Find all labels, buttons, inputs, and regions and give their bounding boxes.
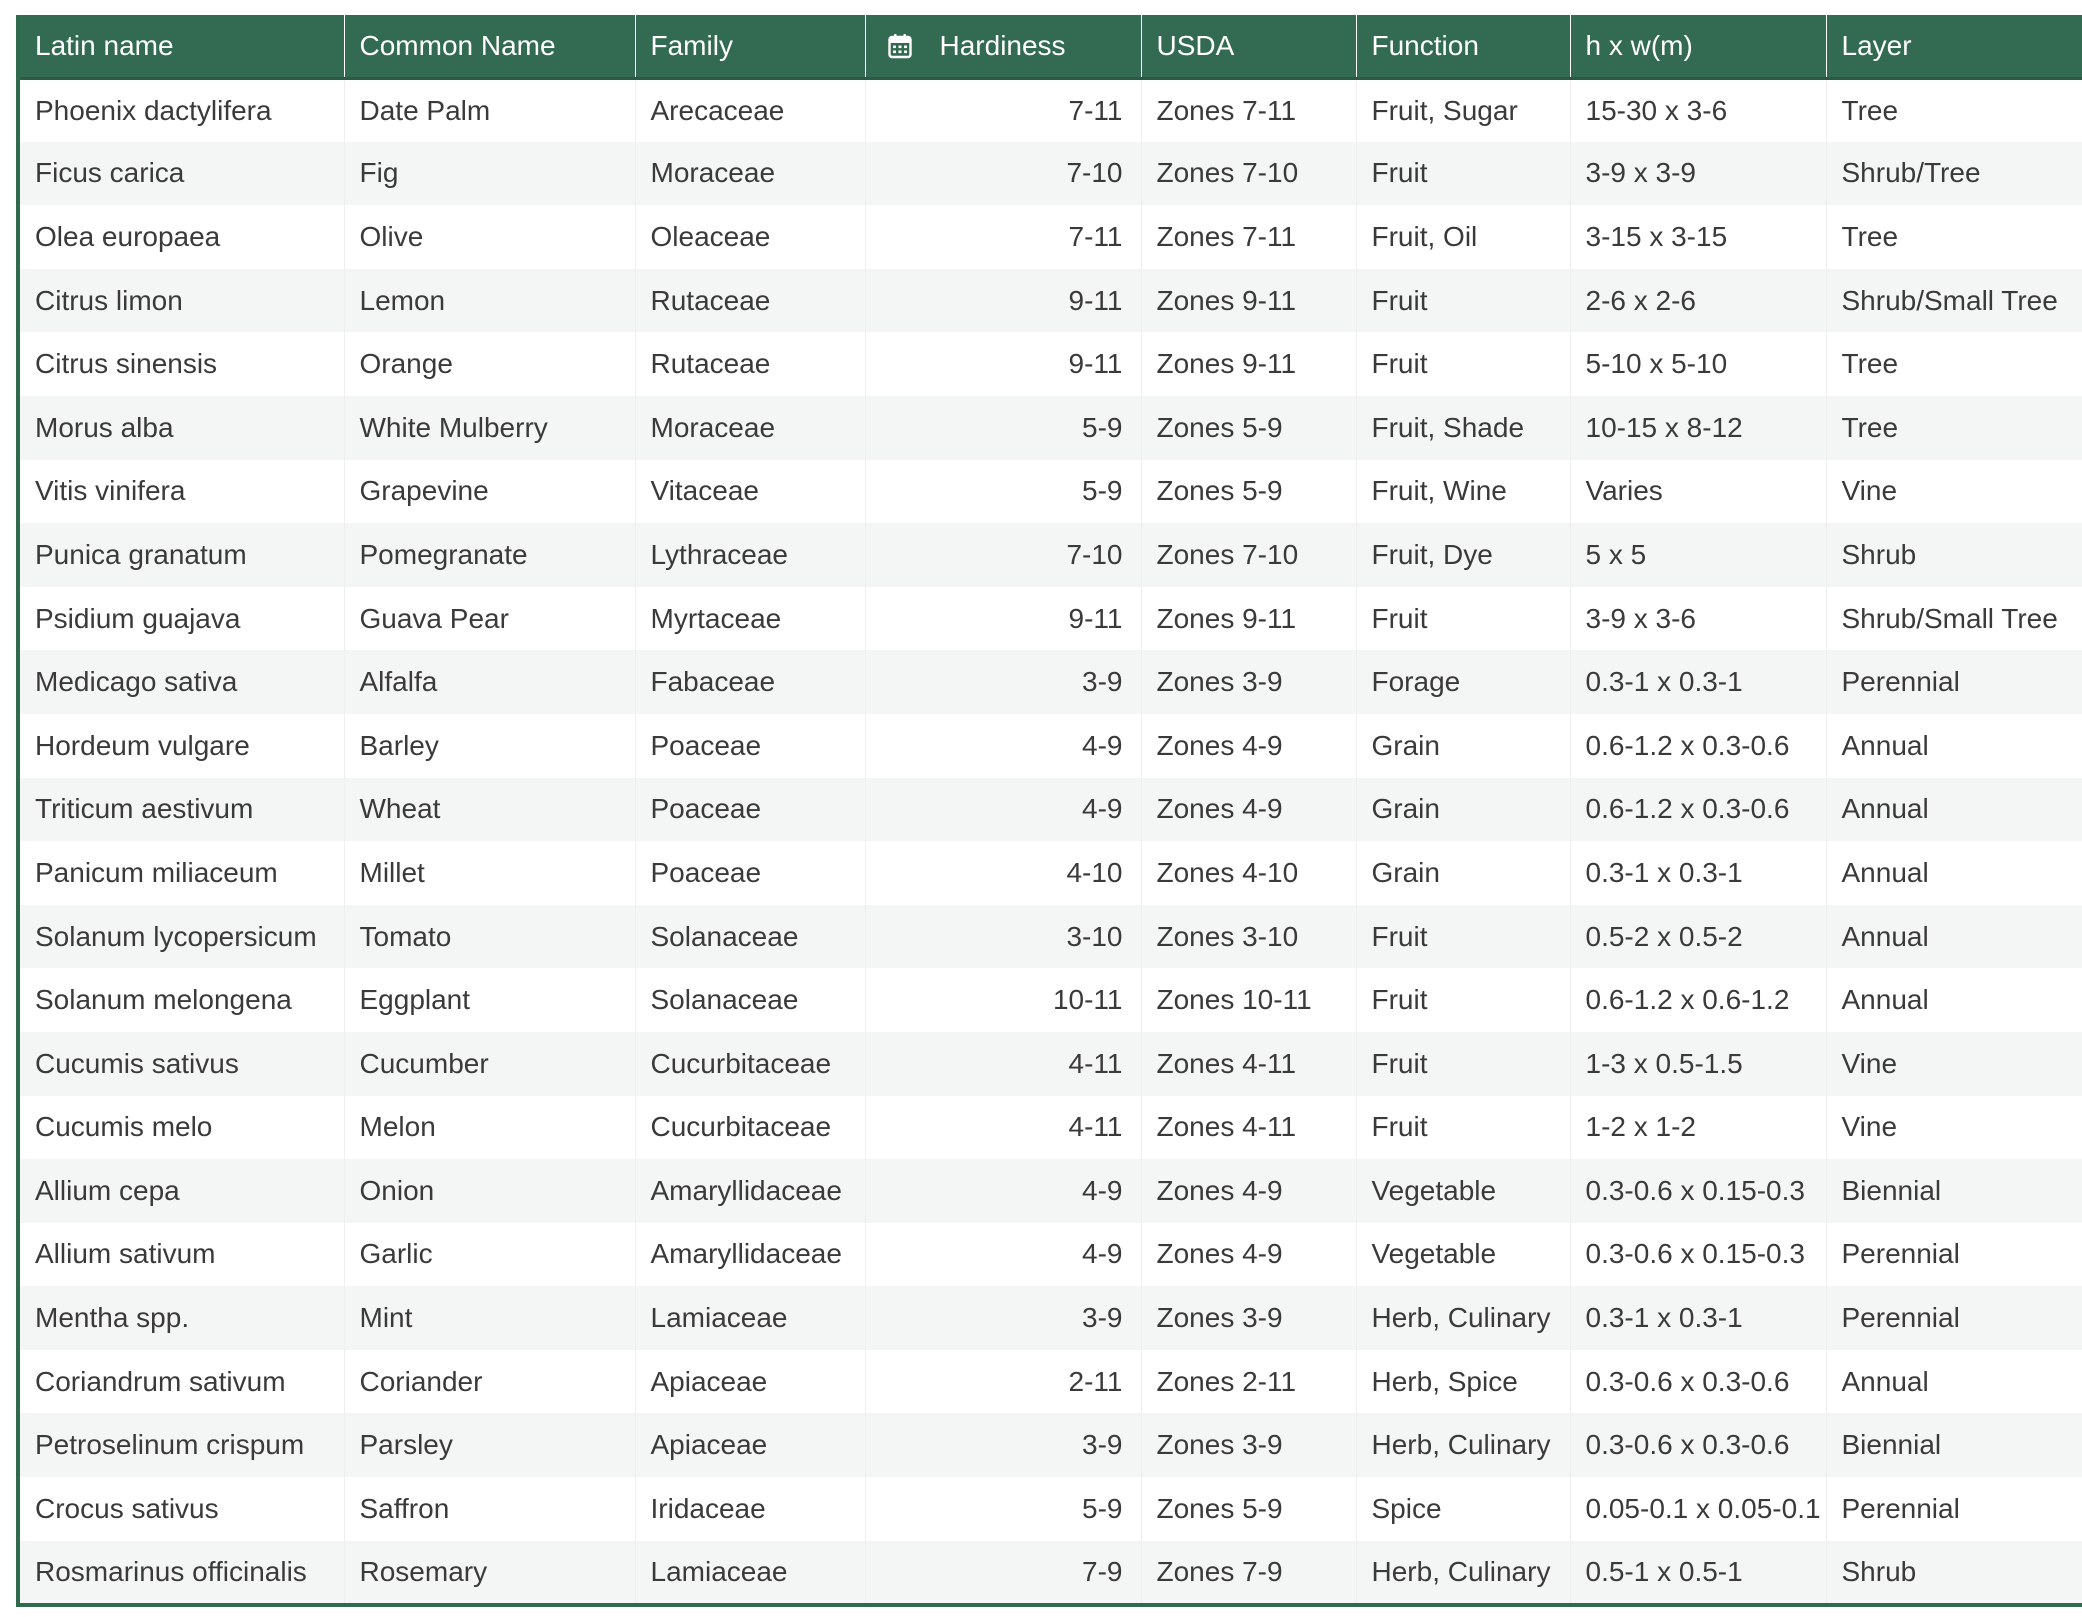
- cell-size: 3-9 x 3-6: [1570, 587, 1826, 651]
- cell-size: 1-2 x 1-2: [1570, 1096, 1826, 1160]
- cell-common-name: Guava Pear: [344, 587, 635, 651]
- cell-latin-name: Punica granatum: [20, 523, 344, 587]
- cell-usda: Zones 9-11: [1141, 332, 1356, 396]
- cell-layer: Annual: [1826, 714, 2082, 778]
- cell-size: 0.3-0.6 x 0.3-0.6: [1570, 1413, 1826, 1477]
- cell-common-name: Mint: [344, 1286, 635, 1350]
- cell-function: Fruit: [1356, 332, 1570, 396]
- cell-hardiness: 9-11: [865, 269, 1141, 333]
- cell-function: Fruit: [1356, 269, 1570, 333]
- cell-layer: Tree: [1826, 78, 2082, 142]
- cell-function: Fruit, Dye: [1356, 523, 1570, 587]
- cell-layer: Shrub/Tree: [1826, 142, 2082, 206]
- cell-usda: Zones 7-9: [1141, 1541, 1356, 1605]
- calendar-icon: [888, 33, 912, 59]
- cell-layer: Tree: [1826, 396, 2082, 460]
- plant-table: [20, 15, 2082, 1604]
- cell-layer: Vine: [1826, 460, 2082, 524]
- cell-size: 1-3 x 0.5-1.5: [1570, 1032, 1826, 1096]
- table-row[interactable]: [20, 714, 2082, 778]
- column-header-function[interactable]: [1356, 15, 1570, 78]
- cell-size: 10-15 x 8-12: [1570, 396, 1826, 460]
- table-row[interactable]: [20, 1350, 2082, 1414]
- cell-function: Forage: [1356, 650, 1570, 714]
- cell-usda: Zones 5-9: [1141, 396, 1356, 460]
- cell-size: 3-9 x 3-9: [1570, 142, 1826, 206]
- cell-hardiness: 9-11: [865, 587, 1141, 651]
- cell-family: Poaceae: [635, 714, 865, 778]
- cell-latin-name: Solanum lycopersicum: [20, 905, 344, 969]
- cell-latin-name: Hordeum vulgare: [20, 714, 344, 778]
- cell-hardiness: 2-11: [865, 1350, 1141, 1414]
- cell-hardiness: 4-9: [865, 714, 1141, 778]
- cell-common-name: Date Palm: [344, 78, 635, 142]
- cell-family: Oleaceae: [635, 205, 865, 269]
- cell-family: Fabaceae: [635, 650, 865, 714]
- cell-common-name: Eggplant: [344, 968, 635, 1032]
- table-row[interactable]: [20, 523, 2082, 587]
- cell-hardiness: 7-10: [865, 523, 1141, 587]
- cell-latin-name: Psidium guajava: [20, 587, 344, 651]
- cell-usda: Zones 10-11: [1141, 968, 1356, 1032]
- cell-size: 0.3-0.6 x 0.15-0.3: [1570, 1159, 1826, 1223]
- cell-usda: Zones 4-11: [1141, 1032, 1356, 1096]
- cell-size: 0.3-0.6 x 0.3-0.6: [1570, 1350, 1826, 1414]
- cell-usda: Zones 5-9: [1141, 460, 1356, 524]
- table-row[interactable]: [20, 142, 2082, 206]
- cell-latin-name: Olea europaea: [20, 205, 344, 269]
- cell-family: Amaryllidaceae: [635, 1159, 865, 1223]
- cell-usda: Zones 3-10: [1141, 905, 1356, 969]
- cell-hardiness: 7-11: [865, 205, 1141, 269]
- column-header-usda[interactable]: [1141, 15, 1356, 78]
- cell-latin-name: Coriandrum sativum: [20, 1350, 344, 1414]
- cell-usda: Zones 9-11: [1141, 587, 1356, 651]
- table-row[interactable]: [20, 332, 2082, 396]
- cell-latin-name: Citrus sinensis: [20, 332, 344, 396]
- column-header-label: Common Name: [359, 29, 556, 61]
- cell-layer: Vine: [1826, 1096, 2082, 1160]
- cell-function: Grain: [1356, 714, 1570, 778]
- cell-function: Fruit: [1356, 587, 1570, 651]
- table-row[interactable]: [20, 78, 2082, 142]
- cell-function: Fruit: [1356, 968, 1570, 1032]
- column-header-hardiness[interactable]: [865, 15, 1141, 78]
- cell-hardiness: 5-9: [865, 460, 1141, 524]
- cell-size: 0.3-1 x 0.3-1: [1570, 841, 1826, 905]
- cell-usda: Zones 7-11: [1141, 78, 1356, 142]
- cell-layer: Perennial: [1826, 1286, 2082, 1350]
- cell-hardiness: 4-11: [865, 1096, 1141, 1160]
- column-header-family[interactable]: [635, 15, 865, 78]
- cell-hardiness: 9-11: [865, 332, 1141, 396]
- cell-latin-name: Solanum melongena: [20, 968, 344, 1032]
- cell-family: Moraceae: [635, 142, 865, 206]
- cell-hardiness: 4-9: [865, 778, 1141, 842]
- cell-latin-name: Cucumis melo: [20, 1096, 344, 1160]
- cell-common-name: Orange: [344, 332, 635, 396]
- cell-layer: Annual: [1826, 841, 2082, 905]
- cell-usda: Zones 2-11: [1141, 1350, 1356, 1414]
- cell-hardiness: 4-10: [865, 841, 1141, 905]
- cell-family: Poaceae: [635, 778, 865, 842]
- cell-size: 0.6-1.2 x 0.6-1.2: [1570, 968, 1826, 1032]
- cell-usda: Zones 7-10: [1141, 523, 1356, 587]
- plant-table-frame: [16, 15, 2082, 1607]
- cell-size: 0.5-2 x 0.5-2: [1570, 905, 1826, 969]
- column-header-label: Latin name: [35, 29, 174, 61]
- cell-hardiness: 3-9: [865, 1413, 1141, 1477]
- cell-size: 0.3-1 x 0.3-1: [1570, 1286, 1826, 1350]
- cell-function: Fruit, Oil: [1356, 205, 1570, 269]
- cell-latin-name: Morus alba: [20, 396, 344, 460]
- cell-family: Moraceae: [635, 396, 865, 460]
- cell-function: Herb, Culinary: [1356, 1286, 1570, 1350]
- cell-layer: Annual: [1826, 1350, 2082, 1414]
- cell-latin-name: Allium sativum: [20, 1223, 344, 1287]
- cell-layer: Shrub/Small Tree: [1826, 587, 2082, 651]
- cell-common-name: Olive: [344, 205, 635, 269]
- column-header-label: USDA: [1156, 29, 1235, 61]
- cell-latin-name: Rosmarinus officinalis: [20, 1541, 344, 1605]
- cell-layer: Perennial: [1826, 650, 2082, 714]
- cell-family: Iridaceae: [635, 1477, 865, 1541]
- cell-size: 2-6 x 2-6: [1570, 269, 1826, 333]
- cell-layer: Biennial: [1826, 1413, 2082, 1477]
- cell-usda: Zones 3-9: [1141, 1413, 1356, 1477]
- cell-function: Herb, Spice: [1356, 1350, 1570, 1414]
- table-row[interactable]: [20, 1096, 2082, 1160]
- cell-function: Herb, Culinary: [1356, 1541, 1570, 1605]
- cell-size: 5 x 5: [1570, 523, 1826, 587]
- cell-hardiness: 4-11: [865, 1032, 1141, 1096]
- cell-latin-name: Medicago sativa: [20, 650, 344, 714]
- cell-layer: Shrub/Small Tree: [1826, 269, 2082, 333]
- table-row[interactable]: [20, 269, 2082, 333]
- cell-latin-name: Citrus limon: [20, 269, 344, 333]
- cell-usda: Zones 4-9: [1141, 1223, 1356, 1287]
- cell-hardiness: 5-9: [865, 1477, 1141, 1541]
- cell-family: Cucurbitaceae: [635, 1032, 865, 1096]
- cell-common-name: Coriander: [344, 1350, 635, 1414]
- cell-hardiness: 3-9: [865, 650, 1141, 714]
- cell-latin-name: Cucumis sativus: [20, 1032, 344, 1096]
- cell-function: Fruit: [1356, 1032, 1570, 1096]
- column-header-label: h x w(m): [1585, 29, 1693, 61]
- cell-family: Amaryllidaceae: [635, 1223, 865, 1287]
- cell-latin-name: Petroselinum crispum: [20, 1413, 344, 1477]
- cell-usda: Zones 3-9: [1141, 650, 1356, 714]
- cell-layer: Vine: [1826, 1032, 2082, 1096]
- table-row[interactable]: [20, 1477, 2082, 1541]
- cell-function: Fruit: [1356, 905, 1570, 969]
- cell-size: 0.6-1.2 x 0.3-0.6: [1570, 714, 1826, 778]
- cell-common-name: Lemon: [344, 269, 635, 333]
- column-header-common-name[interactable]: [344, 15, 635, 78]
- cell-function: Vegetable: [1356, 1223, 1570, 1287]
- cell-latin-name: Triticum aestivum: [20, 778, 344, 842]
- cell-common-name: Onion: [344, 1159, 635, 1223]
- cell-common-name: Fig: [344, 142, 635, 206]
- cell-family: Cucurbitaceae: [635, 1096, 865, 1160]
- cell-common-name: Cucumber: [344, 1032, 635, 1096]
- cell-common-name: Millet: [344, 841, 635, 905]
- cell-family: Lythraceae: [635, 523, 865, 587]
- cell-function: Grain: [1356, 841, 1570, 905]
- cell-layer: Biennial: [1826, 1159, 2082, 1223]
- cell-latin-name: Crocus sativus: [20, 1477, 344, 1541]
- cell-hardiness: 4-9: [865, 1159, 1141, 1223]
- cell-usda: Zones 7-10: [1141, 142, 1356, 206]
- cell-usda: Zones 4-9: [1141, 778, 1356, 842]
- cell-size: 15-30 x 3-6: [1570, 78, 1826, 142]
- table-body: [20, 78, 2082, 1604]
- cell-family: Apiaceae: [635, 1350, 865, 1414]
- cell-usda: Zones 5-9: [1141, 1477, 1356, 1541]
- column-header-size[interactable]: [1570, 15, 1826, 78]
- column-header-layer[interactable]: [1826, 15, 2082, 78]
- cell-hardiness: 5-9: [865, 396, 1141, 460]
- table-row[interactable]: [20, 968, 2082, 1032]
- table-row[interactable]: [20, 587, 2082, 651]
- cell-family: Myrtaceae: [635, 587, 865, 651]
- cell-family: Lamiaceae: [635, 1541, 865, 1605]
- cell-hardiness: 7-9: [865, 1541, 1141, 1605]
- cell-size: 5-10 x 5-10: [1570, 332, 1826, 396]
- column-header-label: Layer: [1841, 29, 1912, 61]
- column-header-label: Hardiness: [939, 29, 1066, 61]
- cell-function: Fruit, Wine: [1356, 460, 1570, 524]
- cell-layer: Perennial: [1826, 1223, 2082, 1287]
- cell-family: Rutaceae: [635, 269, 865, 333]
- cell-family: Vitaceae: [635, 460, 865, 524]
- cell-layer: Annual: [1826, 968, 2082, 1032]
- cell-usda: Zones 3-9: [1141, 1286, 1356, 1350]
- cell-family: Solanaceae: [635, 905, 865, 969]
- cell-usda: Zones 4-10: [1141, 841, 1356, 905]
- column-header-latin-name[interactable]: [20, 15, 344, 78]
- table-row[interactable]: [20, 396, 2082, 460]
- cell-common-name: Melon: [344, 1096, 635, 1160]
- cell-usda: Zones 4-9: [1141, 1159, 1356, 1223]
- cell-common-name: Tomato: [344, 905, 635, 969]
- cell-layer: Annual: [1826, 778, 2082, 842]
- column-header-label: Function: [1371, 29, 1479, 61]
- cell-size: 0.3-0.6 x 0.15-0.3: [1570, 1223, 1826, 1287]
- cell-latin-name: Allium cepa: [20, 1159, 344, 1223]
- cell-family: Rutaceae: [635, 332, 865, 396]
- table-row[interactable]: [20, 905, 2082, 969]
- cell-common-name: Rosemary: [344, 1541, 635, 1605]
- cell-hardiness: 7-10: [865, 142, 1141, 206]
- cell-usda: Zones 4-11: [1141, 1096, 1356, 1160]
- cell-size: 3-15 x 3-15: [1570, 205, 1826, 269]
- cell-function: Grain: [1356, 778, 1570, 842]
- header-row: [20, 15, 2082, 78]
- cell-common-name: Alfalfa: [344, 650, 635, 714]
- cell-size: 0.6-1.2 x 0.3-0.6: [1570, 778, 1826, 842]
- table-row[interactable]: [20, 1159, 2082, 1223]
- cell-usda: Zones 4-9: [1141, 714, 1356, 778]
- table-row[interactable]: [20, 205, 2082, 269]
- cell-hardiness: 7-11: [865, 78, 1141, 142]
- cell-size: Varies: [1570, 460, 1826, 524]
- cell-size: 0.3-1 x 0.3-1: [1570, 650, 1826, 714]
- cell-latin-name: Vitis vinifera: [20, 460, 344, 524]
- table-row[interactable]: [20, 841, 2082, 905]
- cell-common-name: Grapevine: [344, 460, 635, 524]
- table-row[interactable]: [20, 778, 2082, 842]
- cell-layer: Tree: [1826, 332, 2082, 396]
- table-row[interactable]: [20, 1541, 2082, 1605]
- cell-family: Poaceae: [635, 841, 865, 905]
- cell-family: Apiaceae: [635, 1413, 865, 1477]
- cell-hardiness: 4-9: [865, 1223, 1141, 1287]
- table-row[interactable]: [20, 460, 2082, 524]
- cell-usda: Zones 9-11: [1141, 269, 1356, 333]
- cell-function: Fruit: [1356, 142, 1570, 206]
- cell-function: Fruit, Shade: [1356, 396, 1570, 460]
- cell-size: 0.5-1 x 0.5-1: [1570, 1541, 1826, 1605]
- cell-family: Arecaceae: [635, 78, 865, 142]
- cell-latin-name: Panicum miliaceum: [20, 841, 344, 905]
- cell-common-name: Saffron: [344, 1477, 635, 1541]
- cell-size: 0.05-0.1 x 0.05-0.1: [1570, 1477, 1826, 1541]
- cell-function: Herb, Culinary: [1356, 1413, 1570, 1477]
- cell-layer: Tree: [1826, 205, 2082, 269]
- table-row[interactable]: [20, 1223, 2082, 1287]
- cell-common-name: Parsley: [344, 1413, 635, 1477]
- cell-hardiness: 3-9: [865, 1286, 1141, 1350]
- cell-common-name: Wheat: [344, 778, 635, 842]
- cell-function: Fruit: [1356, 1096, 1570, 1160]
- cell-family: Solanaceae: [635, 968, 865, 1032]
- cell-latin-name: Phoenix dactylifera: [20, 78, 344, 142]
- cell-common-name: Pomegranate: [344, 523, 635, 587]
- cell-family: Lamiaceae: [635, 1286, 865, 1350]
- table-row[interactable]: [20, 650, 2082, 714]
- table-row[interactable]: [20, 1413, 2082, 1477]
- cell-common-name: White Mulberry: [344, 396, 635, 460]
- cell-latin-name: Mentha spp.: [20, 1286, 344, 1350]
- table-row[interactable]: [20, 1286, 2082, 1350]
- table-header: [20, 15, 2082, 78]
- cell-layer: Shrub: [1826, 523, 2082, 587]
- cell-common-name: Barley: [344, 714, 635, 778]
- cell-hardiness: 10-11: [865, 968, 1141, 1032]
- cell-layer: Shrub: [1826, 1541, 2082, 1605]
- cell-hardiness: 3-10: [865, 905, 1141, 969]
- cell-usda: Zones 7-11: [1141, 205, 1356, 269]
- column-header-label: Family: [650, 29, 733, 61]
- cell-latin-name: Ficus carica: [20, 142, 344, 206]
- cell-function: Vegetable: [1356, 1159, 1570, 1223]
- cell-function: Spice: [1356, 1477, 1570, 1541]
- cell-common-name: Garlic: [344, 1223, 635, 1287]
- cell-layer: Perennial: [1826, 1477, 2082, 1541]
- table-row[interactable]: [20, 1032, 2082, 1096]
- cell-function: Fruit, Sugar: [1356, 78, 1570, 142]
- cell-layer: Annual: [1826, 905, 2082, 969]
